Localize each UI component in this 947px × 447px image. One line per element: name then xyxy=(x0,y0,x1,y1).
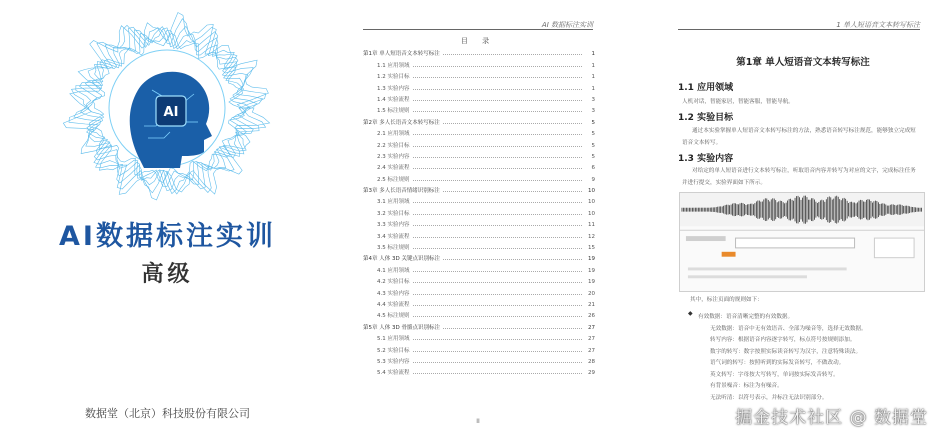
rule-item: 无效数据：语音中无有效语音、全部为噪音等，选择无效数据。 xyxy=(710,325,867,332)
rule-item: 有背景噪音：标注为有噪音。 xyxy=(710,383,783,389)
toc-entry-page: 20 xyxy=(588,290,595,297)
toc-entry-label: 2.2 实验目标 xyxy=(377,142,410,149)
toc-leader-dots xyxy=(413,351,583,352)
toc-leader-dots xyxy=(413,146,583,147)
toc-entry-label: 4.4 实验流程 xyxy=(377,301,410,308)
toolbar-text xyxy=(686,236,726,241)
header-rule xyxy=(678,29,920,30)
toc-entry-page: 10 xyxy=(588,210,595,217)
toc-leader-dots xyxy=(413,134,583,135)
option-row xyxy=(688,275,807,278)
toc-leader-dots xyxy=(413,111,583,112)
toc-entry-page: 5 xyxy=(591,131,595,138)
toc-entry-label: 5.1 应用领域 xyxy=(377,336,410,343)
toc-entry-label: 2.5 标注规则 xyxy=(377,176,410,183)
toc-entry-page: 3 xyxy=(591,108,595,115)
rule-item: 数字的转写：数字按照实际读音转写为汉字，注意特殊读法。 xyxy=(710,348,862,355)
toc-leader-dots xyxy=(413,180,583,181)
toc-entry-page: 27 xyxy=(588,336,595,343)
toc-entry[interactable] xyxy=(363,285,595,296)
bullet-icon: ◆ xyxy=(688,310,693,317)
toc-entry-page: 5 xyxy=(591,153,595,160)
toc-entry-label: 4.3 实验内容 xyxy=(377,290,410,297)
toc-leader-dots xyxy=(413,100,583,101)
toc-entry[interactable] xyxy=(363,126,595,137)
toc-leader-dots xyxy=(413,316,583,317)
toc-entry-page: 5 xyxy=(591,119,595,126)
section-text: 人机对话，智能家居，智能客服，智能导航。 xyxy=(682,99,794,105)
toc-entry-label: 4.1 应用领域 xyxy=(377,267,410,274)
submit-button[interactable] xyxy=(722,252,736,257)
rule-item: 转写内容：根据语音内容逐字转写，标点符号按规则添加。 xyxy=(710,337,856,343)
toc-entry-label: 1.5 标注规则 xyxy=(377,108,410,115)
toc-entry-page: 1 xyxy=(591,85,595,92)
toc-leader-dots xyxy=(413,225,583,226)
toc-entry-label: 1.3 实验内容 xyxy=(377,85,410,92)
toc-leader-dots xyxy=(413,168,583,169)
toc-entry[interactable] xyxy=(363,308,595,319)
toc-entry[interactable] xyxy=(363,194,595,205)
toc-entry[interactable] xyxy=(363,365,595,376)
toc-leader-dots xyxy=(413,282,583,283)
rule-item: 语气词的转写：按照听到的实际发音转写，不做改动。 xyxy=(710,360,845,366)
toc-entry-label: 2.1 应用领域 xyxy=(377,131,410,138)
running-head: AI 数据标注实训 xyxy=(541,21,593,29)
toc-entry-page: 28 xyxy=(588,358,595,365)
toc-entry[interactable] xyxy=(363,103,595,114)
toc-entry-page: 19 xyxy=(588,256,595,263)
toc-entry-label: 1.4 实验流程 xyxy=(377,96,410,103)
toc-entry[interactable] xyxy=(363,354,595,365)
toc-entry[interactable] xyxy=(363,262,595,273)
transcript-input[interactable] xyxy=(736,238,855,248)
toc-entry[interactable] xyxy=(363,240,595,251)
toc-entry-page: 1 xyxy=(591,51,595,58)
toc-entry-label: 3.1 应用领域 xyxy=(377,199,410,206)
cover-page xyxy=(0,0,335,447)
toc-page xyxy=(353,0,603,447)
toc-entry-page: 10 xyxy=(588,188,595,195)
toc-entry[interactable] xyxy=(363,46,595,57)
toc-title: 目 录 xyxy=(460,37,496,45)
toc-entry[interactable] xyxy=(363,183,595,194)
section-text: 通过本实验掌握单人短语音文本转写标注的方法，熟悉语音转写标注规范，能够独立完成短语音文本转写。 xyxy=(682,128,916,146)
toc-leader-dots xyxy=(443,54,582,55)
toc-entry-label: 3.3 实验内容 xyxy=(377,222,410,229)
toc-entry-page: 27 xyxy=(588,347,595,354)
watermark: 掘金技术社区 @ 数据堂 xyxy=(735,408,928,428)
toc-leader-dots xyxy=(413,157,583,158)
toc-entry-label: 5.2 实验目标 xyxy=(377,347,410,354)
toc-entry[interactable] xyxy=(363,137,595,148)
publisher: 数据堂（北京）科技股份有限公司 xyxy=(85,407,250,420)
toc-entry[interactable] xyxy=(363,69,595,80)
toc-entry-page: 26 xyxy=(588,313,595,320)
toc-entry-page: 21 xyxy=(588,301,595,308)
toc-entry[interactable] xyxy=(363,251,595,262)
toc-leader-dots xyxy=(413,373,583,374)
toc-entry-page: 6 xyxy=(591,165,595,172)
toc-leader-dots xyxy=(413,89,583,90)
toc-leader-dots xyxy=(413,339,583,340)
toc-entry-label: 第4章 人体 3D 关键点识别标注 xyxy=(363,256,440,263)
toc-leader-dots xyxy=(413,237,583,238)
toc-entry[interactable] xyxy=(363,319,595,330)
toc-leader-dots xyxy=(413,271,583,272)
toc-entry-label: 4.2 实验目标 xyxy=(377,279,410,286)
toc-entry[interactable] xyxy=(363,160,595,171)
toc-entry-label: 2.4 实验流程 xyxy=(377,165,410,172)
toc-entry-label: 1.2 实验目标 xyxy=(377,74,410,81)
section-text: 对给定的单人短语音进行文本转写标注，听取语音内容并转写为对应的文字，完成标注任务并进行提交，实验界面如下所示。 xyxy=(682,168,916,186)
toc-entry-label: 3.5 标注规则 xyxy=(377,245,410,252)
toc-leader-dots xyxy=(413,202,583,203)
attribute-panel xyxy=(874,238,914,258)
toc-entry-page: 1 xyxy=(591,74,595,81)
toc-entry-page: 1 xyxy=(591,62,595,69)
toc-entry-label: 第2章 多人长语音文本转写标注 xyxy=(363,119,440,126)
book-title: AI数据标注实训 xyxy=(59,221,276,252)
toc-leader-dots xyxy=(443,328,582,329)
toc-entry-page: 29 xyxy=(588,370,595,377)
toc-leader-dots xyxy=(443,259,582,260)
toc-entry-page: 12 xyxy=(588,233,595,240)
ai-head-illustration xyxy=(52,6,282,206)
toc-entry-page: 3 xyxy=(591,96,595,103)
header-rule xyxy=(363,29,593,30)
toc-entry[interactable] xyxy=(363,228,595,239)
toc-entry-label: 第5章 人体 3D 骨骼点识别标注 xyxy=(363,324,440,331)
toc-entry-label: 第3章 多人长语音情绪识别标注 xyxy=(363,188,440,195)
toc-entry-page: 9 xyxy=(591,176,595,183)
toc-entry-label: 3.2 实验目标 xyxy=(377,210,410,217)
toc-entry[interactable] xyxy=(363,149,595,160)
toc-entry-label: 3.4 实验流程 xyxy=(377,233,410,240)
toc-entry[interactable] xyxy=(363,205,595,216)
ai-chip-label: AI xyxy=(163,105,179,120)
toc-leader-dots xyxy=(413,214,583,215)
figure-caption-text: 其中，标注页面的规则如下： xyxy=(690,297,763,303)
annotation-tool-screenshot xyxy=(679,192,925,292)
toc-leader-dots xyxy=(413,66,583,67)
toc-entry-page: 5 xyxy=(591,142,595,149)
running-head: 1 单人短语音文本转写标注 xyxy=(836,21,920,29)
option-row xyxy=(688,267,847,270)
toc-entry[interactable] xyxy=(363,114,595,125)
toc-entry-page: 15 xyxy=(588,245,595,252)
toc-entry[interactable] xyxy=(363,171,595,182)
toc-entry-page: 19 xyxy=(588,279,595,286)
toc-entry-page: 10 xyxy=(588,199,595,206)
toc-leader-dots xyxy=(443,191,582,192)
toc-entry-page: 19 xyxy=(588,267,595,274)
toc-entry-label: 第1章 单人短语音文本转写标注 xyxy=(363,51,440,58)
toc-entry[interactable] xyxy=(363,342,595,353)
toc-entry-label: 5.4 实验流程 xyxy=(377,370,410,377)
toc-entry[interactable] xyxy=(363,274,595,285)
book-level: 高级 xyxy=(141,262,194,287)
toc-entry[interactable] xyxy=(363,217,595,228)
toc-leader-dots xyxy=(413,248,583,249)
toc-leader-dots xyxy=(413,77,583,78)
toc-leader-dots xyxy=(413,294,583,295)
rule-item: 有效数据：语音清晰完整的有效数据。 xyxy=(698,314,794,320)
toc-leader-dots xyxy=(413,362,583,363)
toc-entry-page: 11 xyxy=(588,222,595,229)
toc-entry-label: 5.3 实验内容 xyxy=(377,358,410,365)
toc-entry[interactable] xyxy=(363,57,595,68)
toc-entry-label: 4.5 标注规则 xyxy=(377,313,410,320)
chapter-page xyxy=(668,0,938,447)
toc-entry[interactable] xyxy=(363,297,595,308)
toc-leader-dots xyxy=(413,305,583,306)
toc-entry-page: 27 xyxy=(588,324,595,331)
section-heading: 1.2 实验目标 xyxy=(678,113,734,123)
page-number: II xyxy=(476,418,480,425)
toc-entry[interactable] xyxy=(363,92,595,103)
toc-list xyxy=(363,46,595,376)
rule-item: 英文转写：字母按大写转写，单词按实际发音转写。 xyxy=(710,371,839,378)
toc-leader-dots xyxy=(443,123,582,124)
toc-entry-label: 2.3 实验内容 xyxy=(377,153,410,160)
chapter-title: 第1章 单人短语音文本转写标注 xyxy=(736,57,870,68)
rule-item: 无法听清：以符号表示，并标注无法识别部分。 xyxy=(710,394,828,401)
section-heading: 1.1 应用领域 xyxy=(678,83,734,93)
toc-entry[interactable] xyxy=(363,80,595,91)
section-heading: 1.3 实验内容 xyxy=(678,154,734,164)
toc-entry-label: 1.1 应用领域 xyxy=(377,62,410,69)
toc-entry[interactable] xyxy=(363,331,595,342)
